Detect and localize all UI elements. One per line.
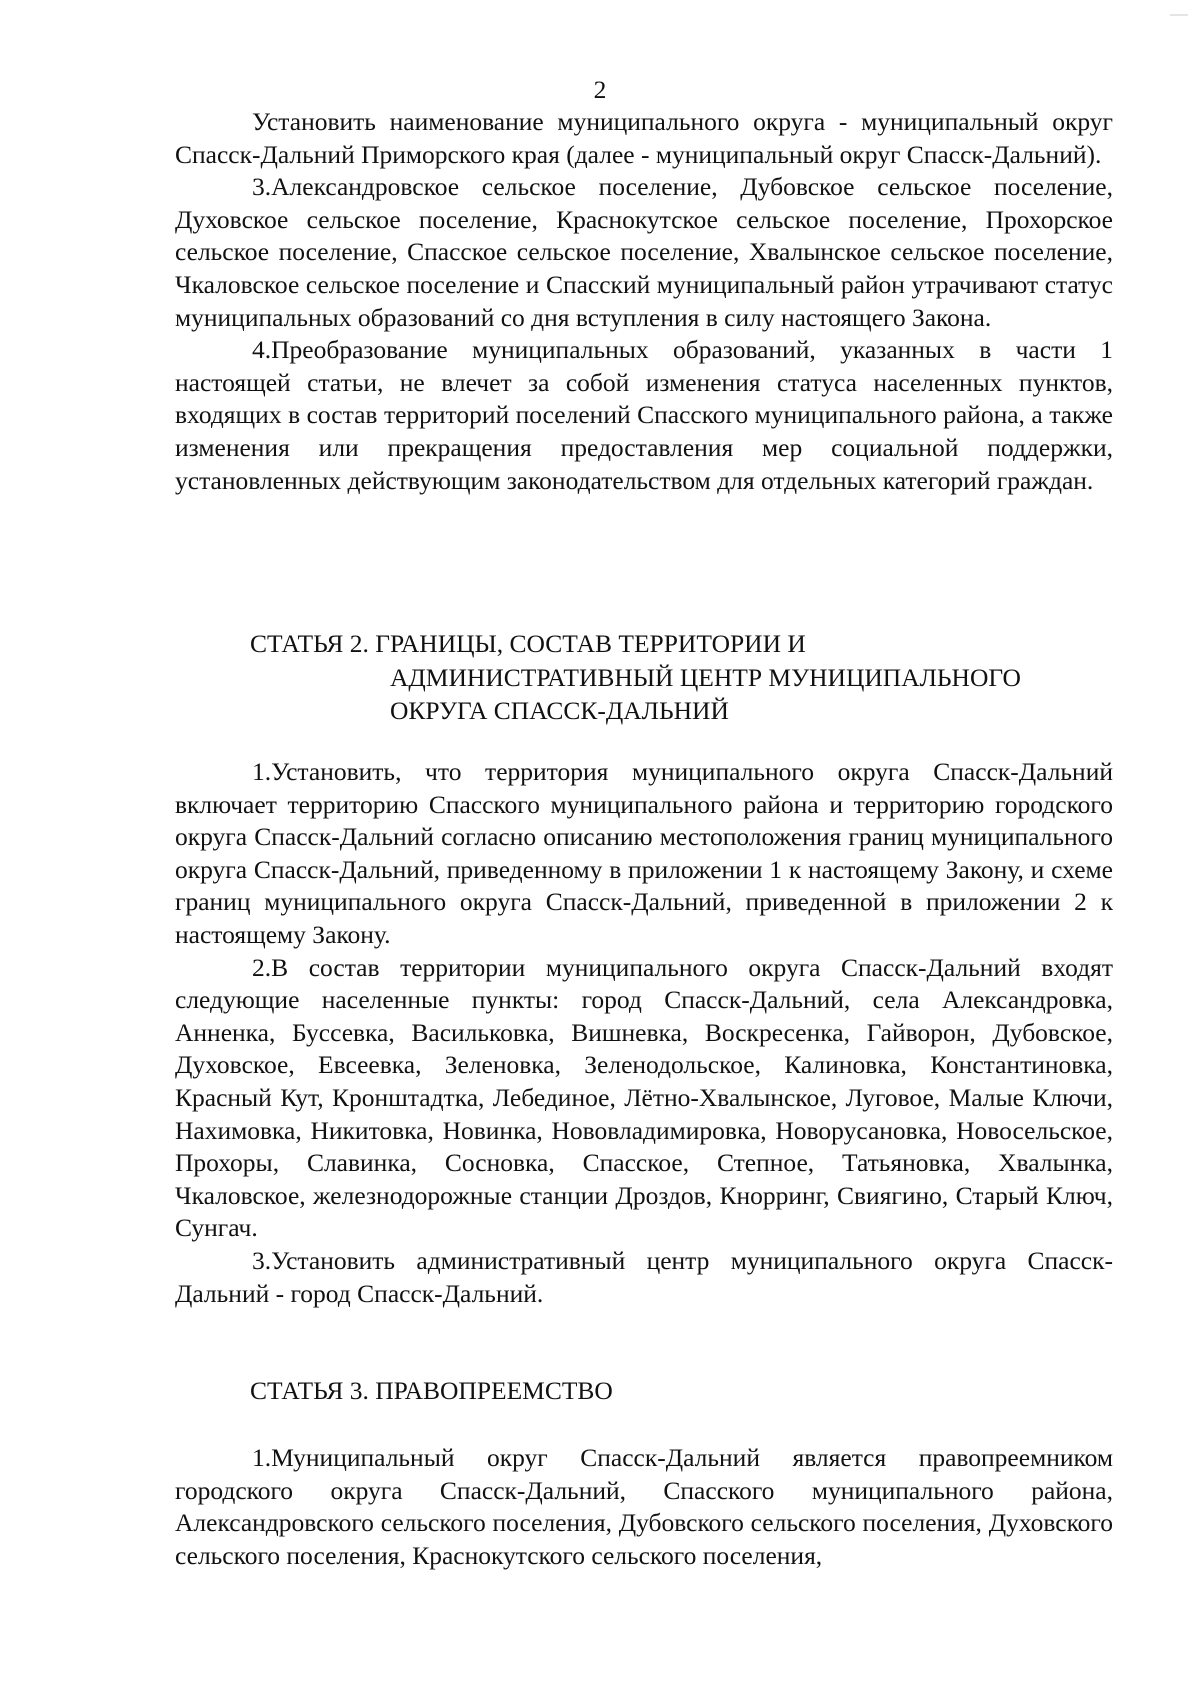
paragraph-4-transformation: 4.Преобразование муниципальных образований, указанных в части 1 настоящей статьи, не влечет за собой изменения статуса населенных пунктов, входящих в состав территорий поселений Спасского муниципального района, а также изменения или прекращения предоставления мер социальной поддержки, установленных действующим законодательством для отдельных категорий граждан.	[175, 335, 1113, 495]
article2-heading-line-3: ОКРУГА СПАССК-ДАЛЬНИЙ	[390, 696, 729, 726]
article2-paragraph-1: 1.Установить, что территория муниципального округа Спасск-Дальний включает территорию Спасского муниципального района и территорию городского округа Спасск-Дальний согласно описанию местоположения границ муниципального округа Спасск-Дальний, приведенному в приложении 1 к настоящему Закону, и схеме границ муниципального округа Спасск-Дальний, приведенной в приложении 2 к настоящему Закону.	[175, 757, 1113, 949]
scan-artifact	[1170, 14, 1188, 16]
article2-body	[175, 756, 1113, 1310]
paragraph-3-status-loss: 3.Александровское сельское поселение, Дубовское сельское поселение, Духовское сельское поселение, Краснокутское сельское поселение, Прохорское сельское поселение, Спасское сельское поселение, Хвалынское сельское поселение, Чкаловское сельское поселение и Спасский муниципальный район утрачивают статус муниципальных образований со дня вступления в силу настоящего Закона.	[175, 172, 1113, 332]
article3-paragraph-1: 1.Муниципальный округ Спасск-Дальний является правопреемником городского округа Спасск-Дальний, Спасского муниципального района, Александровского сельского поселения, Дубовского сельского поселения, Духовского сельского поселения, Краснокутского сельского поселения,	[175, 1443, 1113, 1570]
article3-body	[175, 1442, 1113, 1572]
article3-heading-text: СТАТЬЯ 3. ПРАВОПРЕЕМСТВО	[250, 1376, 613, 1405]
page-number: 2	[593, 75, 607, 104]
article2-paragraph-3: 3.Установить административный центр муниципального округа Спасск-Дальний - город Спасск-Дальний.	[175, 1245, 1113, 1308]
article1-continuation	[175, 106, 1113, 497]
article2-heading-line-1: СТАТЬЯ 2. ГРАНИЦЫ, СОСТАВ ТЕРРИТОРИИ И	[250, 629, 806, 658]
article2-heading	[250, 628, 1130, 728]
paragraph-okrug-name: Установить наименование муниципального округа - муниципальный округ Спасск-Дальний Приморского края (далее - муниципальный округ Спасск-Дальний).	[175, 107, 1113, 169]
article2-heading-line-2: АДМИНИСТРАТИВНЫЙ ЦЕНТР МУНИЦИПАЛЬНОГО	[390, 662, 1021, 692]
article3-heading	[250, 1375, 1130, 1408]
article2-paragraph-2: 2.В состав территории муниципального округа Спасск-Дальний входят следующие населенные пункты: город Спасск-Дальний, села Александровка, Анненка, Буссевка, Васильковка, Вишневка, Воскресенка, Гайворон, Дубовское, Духовское, Евсеевка, Зеленовка, Зеленодольское, Калиновка, Константиновка, Красный Кут, Кронштадтка, Лебединое, Лётно-Хвалынское, Луговое, Малые Ключи, Нахимовка, Никитовка, Новинка, Нововладимировка, Новорусановка, Новосельское, Прохоры, Славинка, Сосновка, Спасское, Степное, Татьяновка, Хвалынка, Чкаловское, железнодорожные станции Дроздов, Кнорринг, Свиягино, Старый Ключ, Сунгач.	[175, 952, 1113, 1243]
